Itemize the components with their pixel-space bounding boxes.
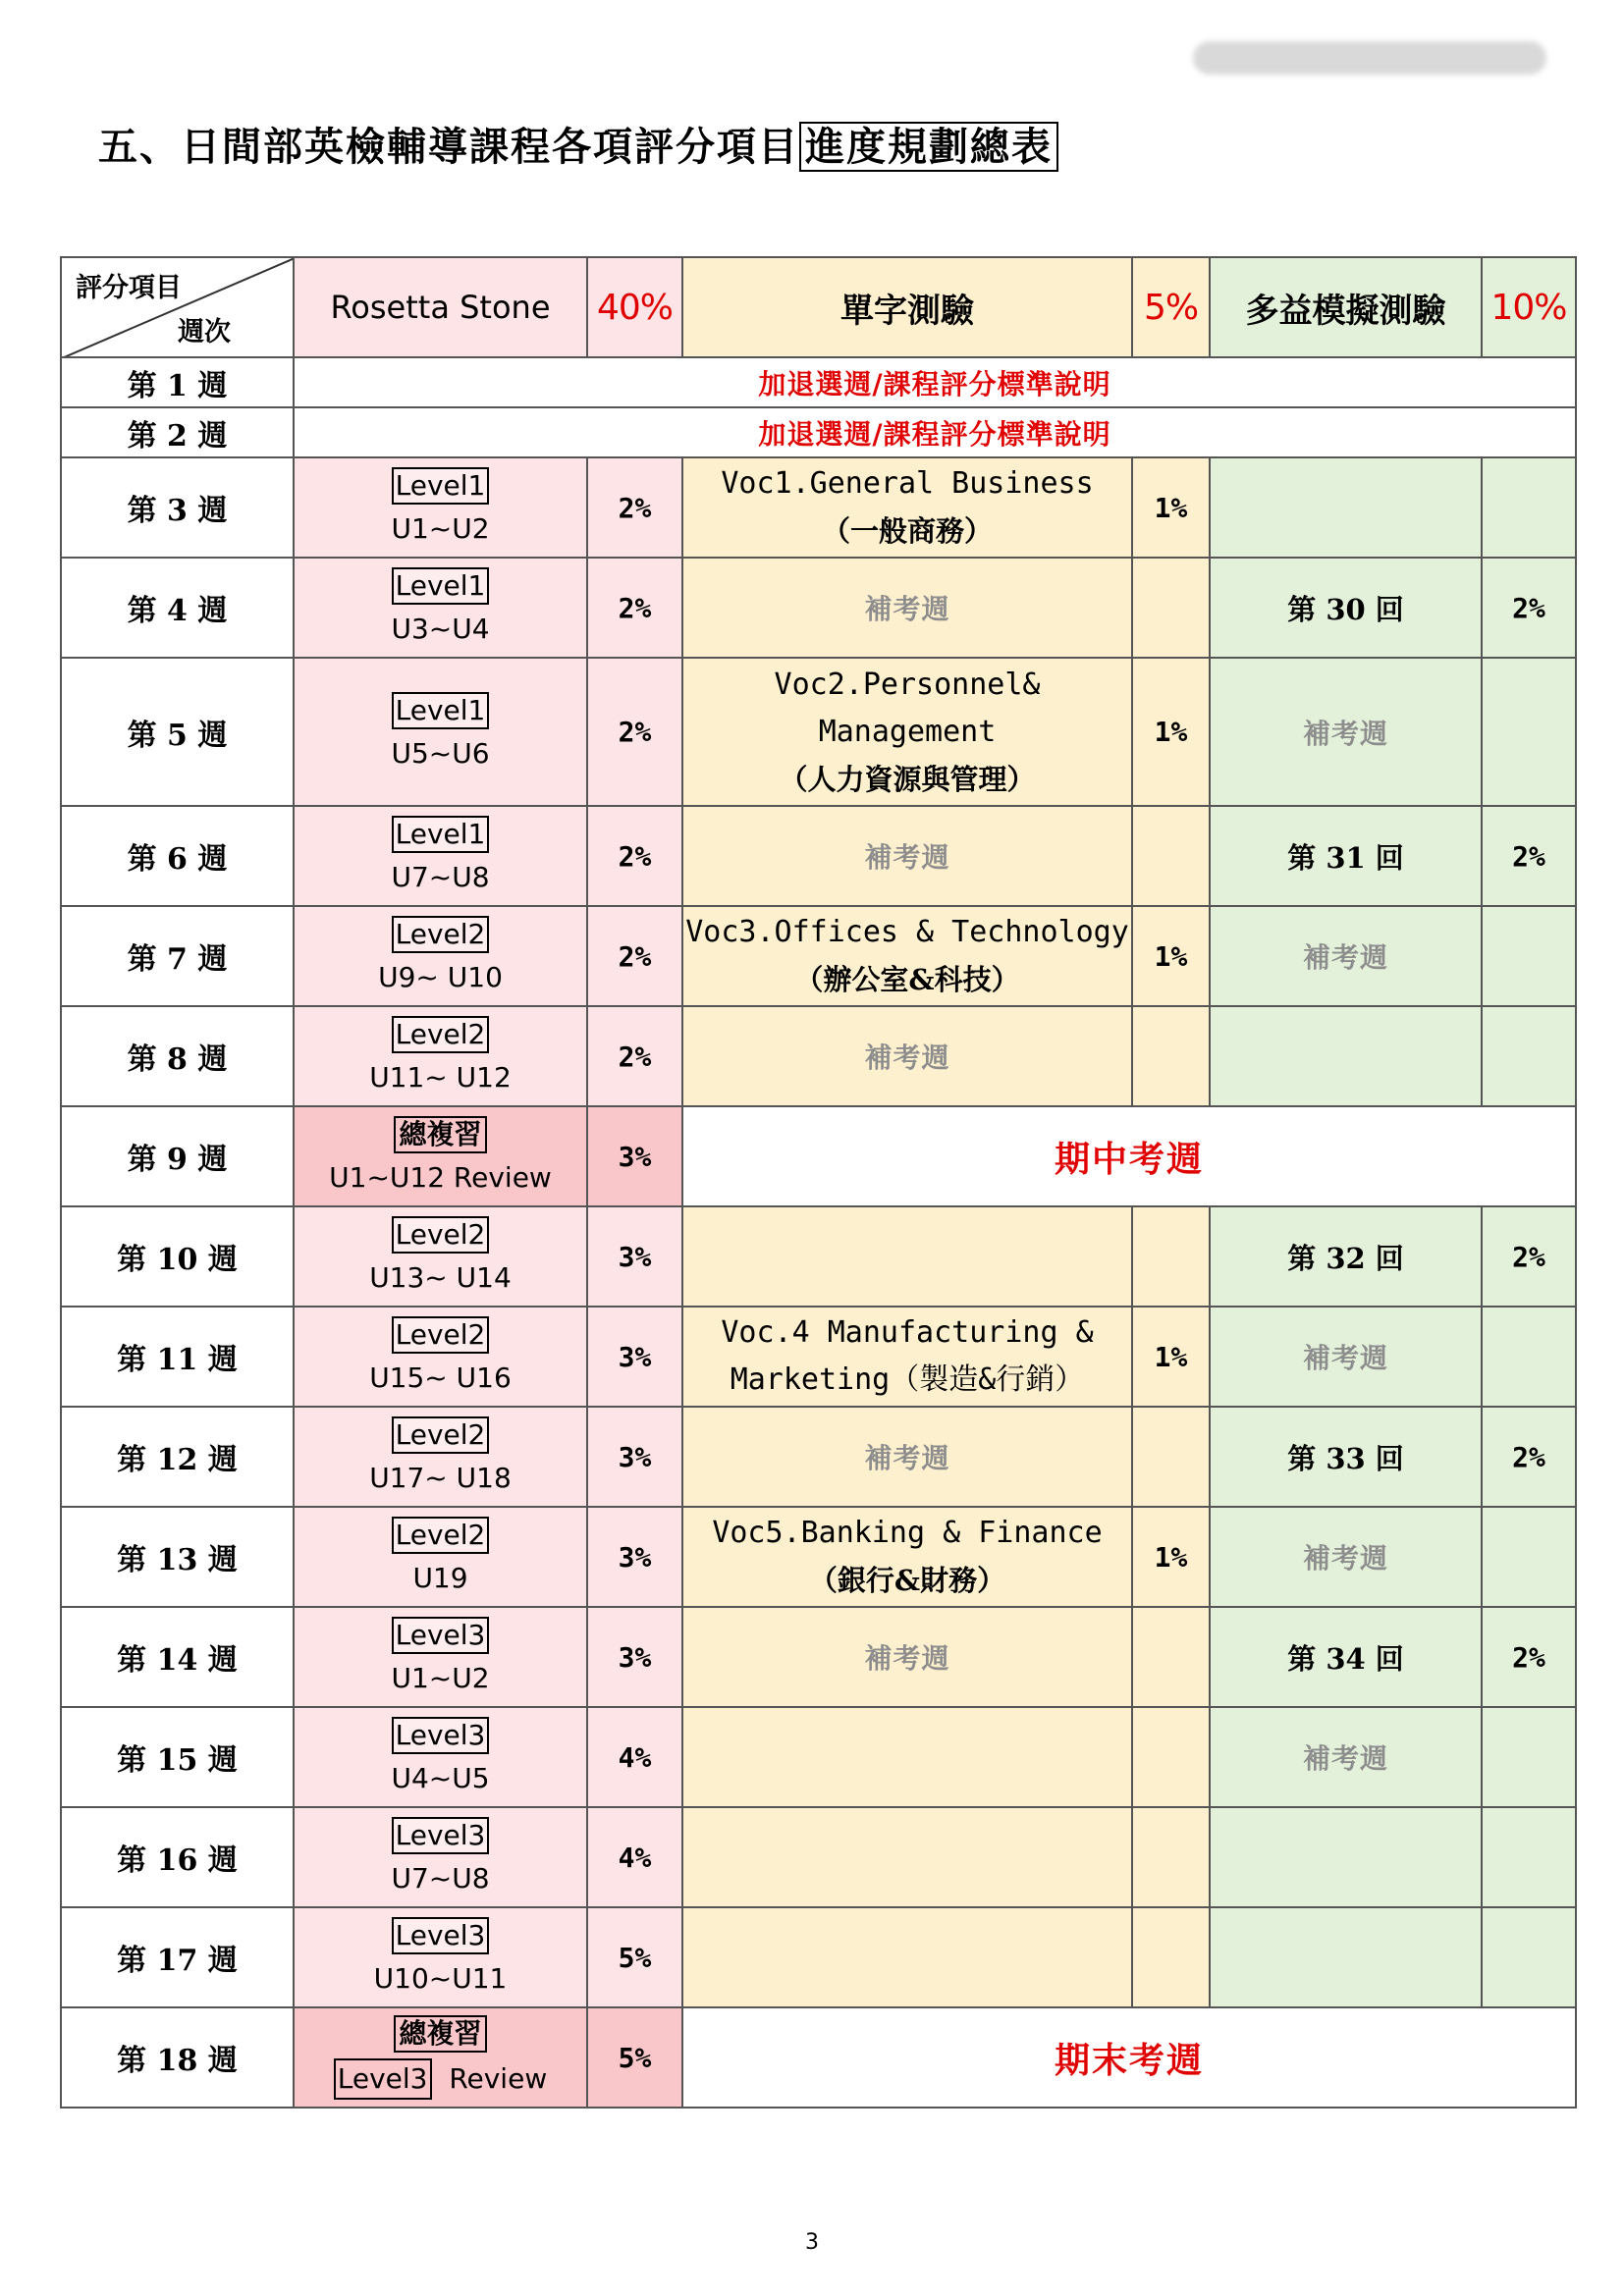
level-label: Level2: [392, 1316, 490, 1354]
review-label: 總複習: [394, 1116, 486, 1153]
vocab-pct: [1132, 558, 1210, 658]
vocab-pct: [1132, 1707, 1210, 1807]
mock-cell: [1210, 1907, 1482, 2007]
mock-pct: [1482, 1507, 1576, 1607]
mock-pct: [1482, 1807, 1576, 1907]
vocab-cell: [682, 457, 1132, 558]
vocab-pct: [1132, 1206, 1210, 1307]
header-item-label: 評分項目: [76, 273, 182, 303]
title-boxed: 進度規劃總表: [799, 122, 1058, 172]
vocab-cell: [682, 1507, 1132, 1607]
vocab-subtitle: （人力資源與管理）: [779, 762, 1036, 796]
unit-range: U19: [412, 1562, 468, 1594]
rosetta-pct: 3%: [587, 1507, 682, 1607]
mock-makeup: 補考週: [1210, 658, 1482, 806]
vocab-pct: [1132, 1407, 1210, 1507]
vocab-title: Voc5.Banking & Finance: [712, 1516, 1103, 1550]
rosetta-pct: 4%: [587, 1807, 682, 1907]
header-mock: 多益模擬測驗: [1210, 257, 1482, 357]
rosetta-cell: [294, 1006, 587, 1106]
rosetta-cell: [294, 457, 587, 558]
table-row: [61, 1407, 1576, 1507]
unit-range: U11~ U12: [369, 1061, 512, 1094]
week-label: 第 11 週: [61, 1307, 294, 1407]
level-label: Level3: [392, 1617, 490, 1654]
mock-round: 第 34 回: [1210, 1607, 1482, 1707]
rosetta-cell: [294, 1206, 587, 1307]
table-row: [61, 1106, 1576, 1206]
unit-range: U7~U8: [391, 1862, 490, 1895]
header-week-label: 週次: [178, 317, 231, 347]
unit-range: U9~ U10: [378, 961, 503, 993]
table-row: [61, 1907, 1576, 2007]
header-rosetta: Rosetta Stone: [294, 257, 587, 357]
rosetta-cell: [294, 658, 587, 806]
unit-range: U4~U5: [391, 1762, 490, 1794]
rosetta-pct: 2%: [587, 457, 682, 558]
vocab-pct: 1%: [1132, 906, 1210, 1006]
mock-cell: [1210, 1006, 1482, 1106]
unit-range: U7~U8: [391, 861, 490, 893]
rosetta-pct: 3%: [587, 1106, 682, 1206]
level-label: Level1: [392, 567, 490, 605]
week-label: 第 7 週: [61, 906, 294, 1006]
unit-review-label: Review: [449, 2062, 548, 2095]
header-mock-pct: 10%: [1482, 257, 1576, 357]
rosetta-cell: [294, 1307, 587, 1407]
level-label: Level2: [392, 1016, 490, 1053]
week-label: 第 1 週: [61, 357, 294, 407]
rosetta-pct: 2%: [587, 806, 682, 906]
rosetta-pct: 3%: [587, 1206, 682, 1307]
rosetta-cell: [294, 1907, 587, 2007]
mock-round: 第 32 回: [1210, 1206, 1482, 1307]
mock-round: 第 31 回: [1210, 806, 1482, 906]
mock-pct: 2%: [1482, 1607, 1576, 1707]
mock-round: 第 33 回: [1210, 1407, 1482, 1507]
mock-pct: 2%: [1482, 1206, 1576, 1307]
table-row: [61, 457, 1576, 558]
vocab-subtitle: （銀行&財務）: [808, 1564, 1006, 1597]
rosetta-cell: [294, 1407, 587, 1507]
vocab-title: Voc.4 Manufacturing &: [721, 1315, 1094, 1350]
week-label: 第 17 週: [61, 1907, 294, 2007]
level-label: Level1: [392, 816, 490, 853]
header-rosetta-pct: 40%: [587, 257, 682, 357]
week-label: 第 14 週: [61, 1607, 294, 1707]
table-row: [61, 1807, 1576, 1907]
mock-makeup: 補考週: [1210, 1707, 1482, 1807]
mock-cell: [1210, 457, 1482, 558]
rosetta-pct: 3%: [587, 1407, 682, 1507]
week-label: 第 12 週: [61, 1407, 294, 1507]
week-label: 第 10 週: [61, 1206, 294, 1307]
table-row: [61, 1707, 1576, 1807]
vocab-cell: [682, 1206, 1132, 1307]
mock-pct: [1482, 1307, 1576, 1407]
level-label: Level2: [392, 1416, 490, 1454]
level-label: Level3: [392, 1817, 490, 1854]
week-label: 第 4 週: [61, 558, 294, 658]
midterm-exam-cell: 期中考週: [682, 1106, 1576, 1206]
vocab-cell: [682, 906, 1132, 1006]
rosetta-cell: [294, 2007, 587, 2108]
table-row: [61, 906, 1576, 1006]
vocab-cell: [682, 1807, 1132, 1907]
rosetta-cell: [294, 806, 587, 906]
rosetta-pct: 4%: [587, 1707, 682, 1807]
unit-range: U13~ U14: [369, 1261, 512, 1294]
mock-makeup: 補考週: [1210, 1507, 1482, 1607]
rosetta-pct: 2%: [587, 906, 682, 1006]
rosetta-pct: 2%: [587, 658, 682, 806]
notice-cell: 加退選週/課程評分標準說明: [294, 407, 1576, 457]
table-row: [61, 1307, 1576, 1407]
vocab-title: Voc2.Personnel&: [774, 667, 1041, 702]
week-label: 第 3 週: [61, 457, 294, 558]
mock-round: 第 30 回: [1210, 558, 1482, 658]
mock-pct: [1482, 658, 1576, 806]
level-label: Level2: [392, 1216, 490, 1254]
vocab-subtitle: （一般商務）: [821, 514, 993, 548]
level-label: Level1: [392, 467, 490, 505]
mock-makeup: 補考週: [1210, 906, 1482, 1006]
vocab-pct: 1%: [1132, 1307, 1210, 1407]
unit-range: U5~U6: [391, 736, 490, 770]
vocab-cell: [682, 1707, 1132, 1807]
level-label: Level2: [392, 916, 490, 953]
unit-range: U1~U2: [391, 1662, 490, 1694]
document-title: [98, 121, 1058, 174]
rosetta-cell: [294, 1707, 587, 1807]
schedule-table: [60, 256, 1577, 2109]
mock-pct: [1482, 1907, 1576, 2007]
week-label: 第 16 週: [61, 1807, 294, 1907]
rosetta-cell: [294, 906, 587, 1006]
vocab-pct: [1132, 1006, 1210, 1106]
vocab-cell: [682, 658, 1132, 806]
unit-range: U10~U11: [373, 1962, 508, 1995]
week-label: 第 6 週: [61, 806, 294, 906]
header-vocab: 單字測驗: [682, 257, 1132, 357]
mock-makeup: 補考週: [1210, 1307, 1482, 1407]
final-exam-cell: 期末考週: [682, 2007, 1576, 2108]
vocab-title: Voc1.General Business: [721, 466, 1094, 501]
table-row: [61, 1507, 1576, 1607]
mock-pct: 2%: [1482, 558, 1576, 658]
vocab-makeup: 補考週: [682, 558, 1132, 658]
level-label: Level1: [392, 692, 490, 729]
rosetta-cell: [294, 1607, 587, 1707]
table-row: [61, 806, 1576, 906]
table-row: [61, 1206, 1576, 1307]
vocab-cell: [682, 1907, 1132, 2007]
mock-pct: [1482, 457, 1576, 558]
page-number: 3: [805, 2230, 819, 2255]
level-label: Level3: [392, 1717, 490, 1754]
level-label: Level3: [392, 1917, 490, 1954]
vocab-pct: [1132, 1807, 1210, 1907]
vocab-makeup: 補考週: [682, 1006, 1132, 1106]
review-label: 總複習: [394, 2015, 486, 2053]
vocab-subtitle: （辦公室&科技）: [794, 963, 1020, 996]
header-diagonal-cell: [61, 257, 294, 357]
table-row: [61, 2007, 1576, 2108]
level-label: Level2: [392, 1517, 490, 1554]
week-label: 第 18 週: [61, 2007, 294, 2108]
unit-level-label: Level3: [334, 2058, 432, 2100]
table-row: [61, 558, 1576, 658]
vocab-pct: [1132, 806, 1210, 906]
vocab-pct: 1%: [1132, 658, 1210, 806]
mock-pct: 2%: [1482, 806, 1576, 906]
vocab-makeup: 補考週: [682, 1407, 1132, 1507]
rosetta-pct: 3%: [587, 1607, 682, 1707]
unit-range: U3~U4: [391, 613, 490, 645]
week-label: 第 8 週: [61, 1006, 294, 1106]
mock-pct: 2%: [1482, 1407, 1576, 1507]
rosetta-cell: [294, 1106, 587, 1206]
mock-pct: [1482, 1707, 1576, 1807]
week-label: 第 15 週: [61, 1707, 294, 1807]
vocab-pct: 1%: [1132, 1507, 1210, 1607]
header-vocab-pct: 5%: [1132, 257, 1210, 357]
rosetta-pct: 3%: [587, 1307, 682, 1407]
table-row: [61, 1006, 1576, 1106]
rosetta-pct: 5%: [587, 1907, 682, 2007]
header-row: [61, 257, 1576, 357]
vocab-pct: 1%: [1132, 457, 1210, 558]
title-prefix: 五、日間部英檢輔導課程各項評分項目: [98, 124, 799, 170]
week-label: 第 2 週: [61, 407, 294, 457]
notice-cell: 加退選週/課程評分標準說明: [294, 357, 1576, 407]
vocab-subtitle: Marketing（製造&行銷）: [730, 1362, 1085, 1397]
rosetta-cell: [294, 1807, 587, 1907]
unit-range: U1~U2: [391, 512, 490, 545]
mock-pct: [1482, 1006, 1576, 1106]
table-row: [61, 357, 1576, 407]
unit-range: U15~ U16: [369, 1362, 512, 1394]
vocab-title-2: Management: [818, 714, 997, 749]
vocab-makeup: 補考週: [682, 1607, 1132, 1707]
vocab-makeup: 補考週: [682, 806, 1132, 906]
vocab-pct: [1132, 1907, 1210, 2007]
unit-range: [295, 2058, 586, 2100]
unit-range: U17~ U18: [369, 1462, 512, 1494]
vocab-pct: [1132, 1607, 1210, 1707]
unit-range: U1~U12 Review: [329, 1161, 552, 1194]
rosetta-cell: [294, 1507, 587, 1607]
mock-pct: [1482, 906, 1576, 1006]
redacted-header: [1193, 41, 1546, 75]
rosetta-pct: 2%: [587, 558, 682, 658]
vocab-title: Voc3.Offices & Technology: [685, 915, 1129, 949]
vocab-cell: [682, 1307, 1132, 1407]
week-label: 第 13 週: [61, 1507, 294, 1607]
rosetta-cell: [294, 558, 587, 658]
table-row: [61, 1607, 1576, 1707]
table-row: [61, 658, 1576, 806]
rosetta-pct: 5%: [587, 2007, 682, 2108]
week-label: 第 9 週: [61, 1106, 294, 1206]
table-row: [61, 407, 1576, 457]
week-label: 第 5 週: [61, 658, 294, 806]
mock-cell: [1210, 1807, 1482, 1907]
rosetta-pct: 2%: [587, 1006, 682, 1106]
